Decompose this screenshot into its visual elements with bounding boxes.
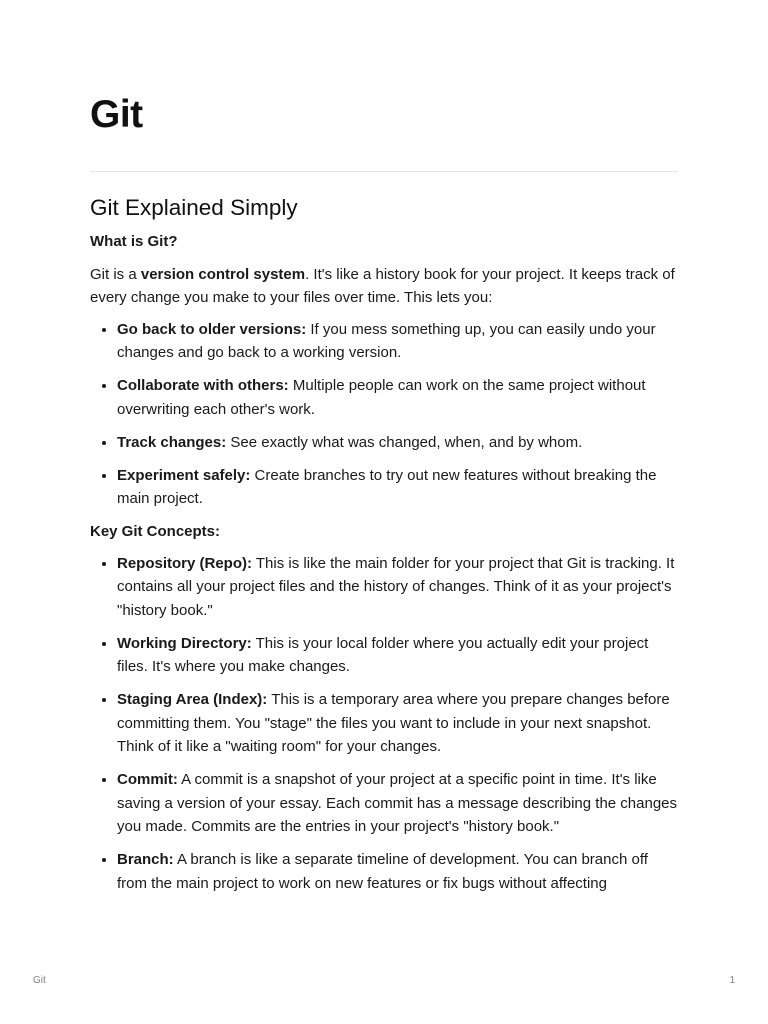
list-item: [117, 374, 680, 421]
intro-suffix: . It's like a history book for your project. It keeps track of every change you make to your files over time. This lets you:: [90, 265, 675, 306]
list-item-text: Multiple people can work on the same project without overwriting each other's work.: [117, 377, 646, 418]
list-item: [117, 552, 680, 623]
list-item-term: Repository (Repo):: [117, 554, 252, 572]
list-item-term: Collaborate with others:: [117, 377, 289, 394]
list-item-term: Go back to older versions:: [117, 320, 307, 338]
section-heading: Git Explained Simply: [90, 195, 298, 220]
list-item-text: See exactly what was changed, when, and by whom.: [226, 433, 583, 451]
list-item: [117, 632, 680, 679]
list-item-term: Staging Area (Index):: [117, 691, 268, 708]
list-item: [117, 431, 680, 455]
list-item: [117, 848, 680, 895]
list-item-text: If you mess something up, you can easily undo your changes and go back to a working version.: [117, 320, 656, 361]
intro-bold: version control system: [140, 265, 306, 283]
what-is-git-heading: What is Git?: [90, 233, 178, 250]
concepts-list: [90, 552, 680, 896]
list-item-term: Track changes:: [117, 433, 227, 451]
page-title: Git: [90, 93, 143, 136]
list-item-term: Working Directory:: [117, 634, 252, 652]
footer-document-title: Git: [33, 975, 46, 986]
list-item: [117, 768, 680, 839]
list-item: [117, 464, 680, 511]
list-item: [117, 318, 680, 365]
key-concepts-heading: Key Git Concepts:: [90, 523, 221, 540]
list-item-text: This is your local folder where you actually edit your project files. It's where you make changes.: [117, 634, 649, 675]
list-item-term: Commit:: [117, 771, 178, 788]
intro-prefix: Git is a: [90, 265, 141, 283]
list-item-text: A branch is like a separate timeline of development. You can branch off from the main project to work on new features or fix bugs without affecting: [117, 851, 648, 892]
intro-paragraph: [90, 263, 680, 310]
list-item-text: A commit is a snapshot of your project at a specific point in time. It's like saving a version of your essay. Each commit has a message describing the changes you made. Commits are the entries in your project's "history book.": [117, 771, 678, 835]
footer-page-number: 1: [729, 975, 735, 986]
document-body: [90, 191, 680, 905]
list-item-text: Create branches to try out new features without breaking the main project.: [117, 466, 657, 507]
title-divider: [90, 171, 678, 172]
benefits-list: [90, 318, 680, 511]
list-item-text: This is like the main folder for your project that Git is tracking. It contains all your project files and the history of changes. Think of it as your project's "history book.": [117, 554, 675, 619]
list-item: [117, 688, 680, 759]
list-item-text: This is a temporary area where you prepare changes before committing them. You "stage" the files you want to include in your next snapshot. Think of it like a "waiting room" for your changes.: [117, 691, 670, 755]
list-item-term: Branch:: [117, 851, 174, 868]
list-item-term: Experiment safely:: [117, 466, 251, 484]
